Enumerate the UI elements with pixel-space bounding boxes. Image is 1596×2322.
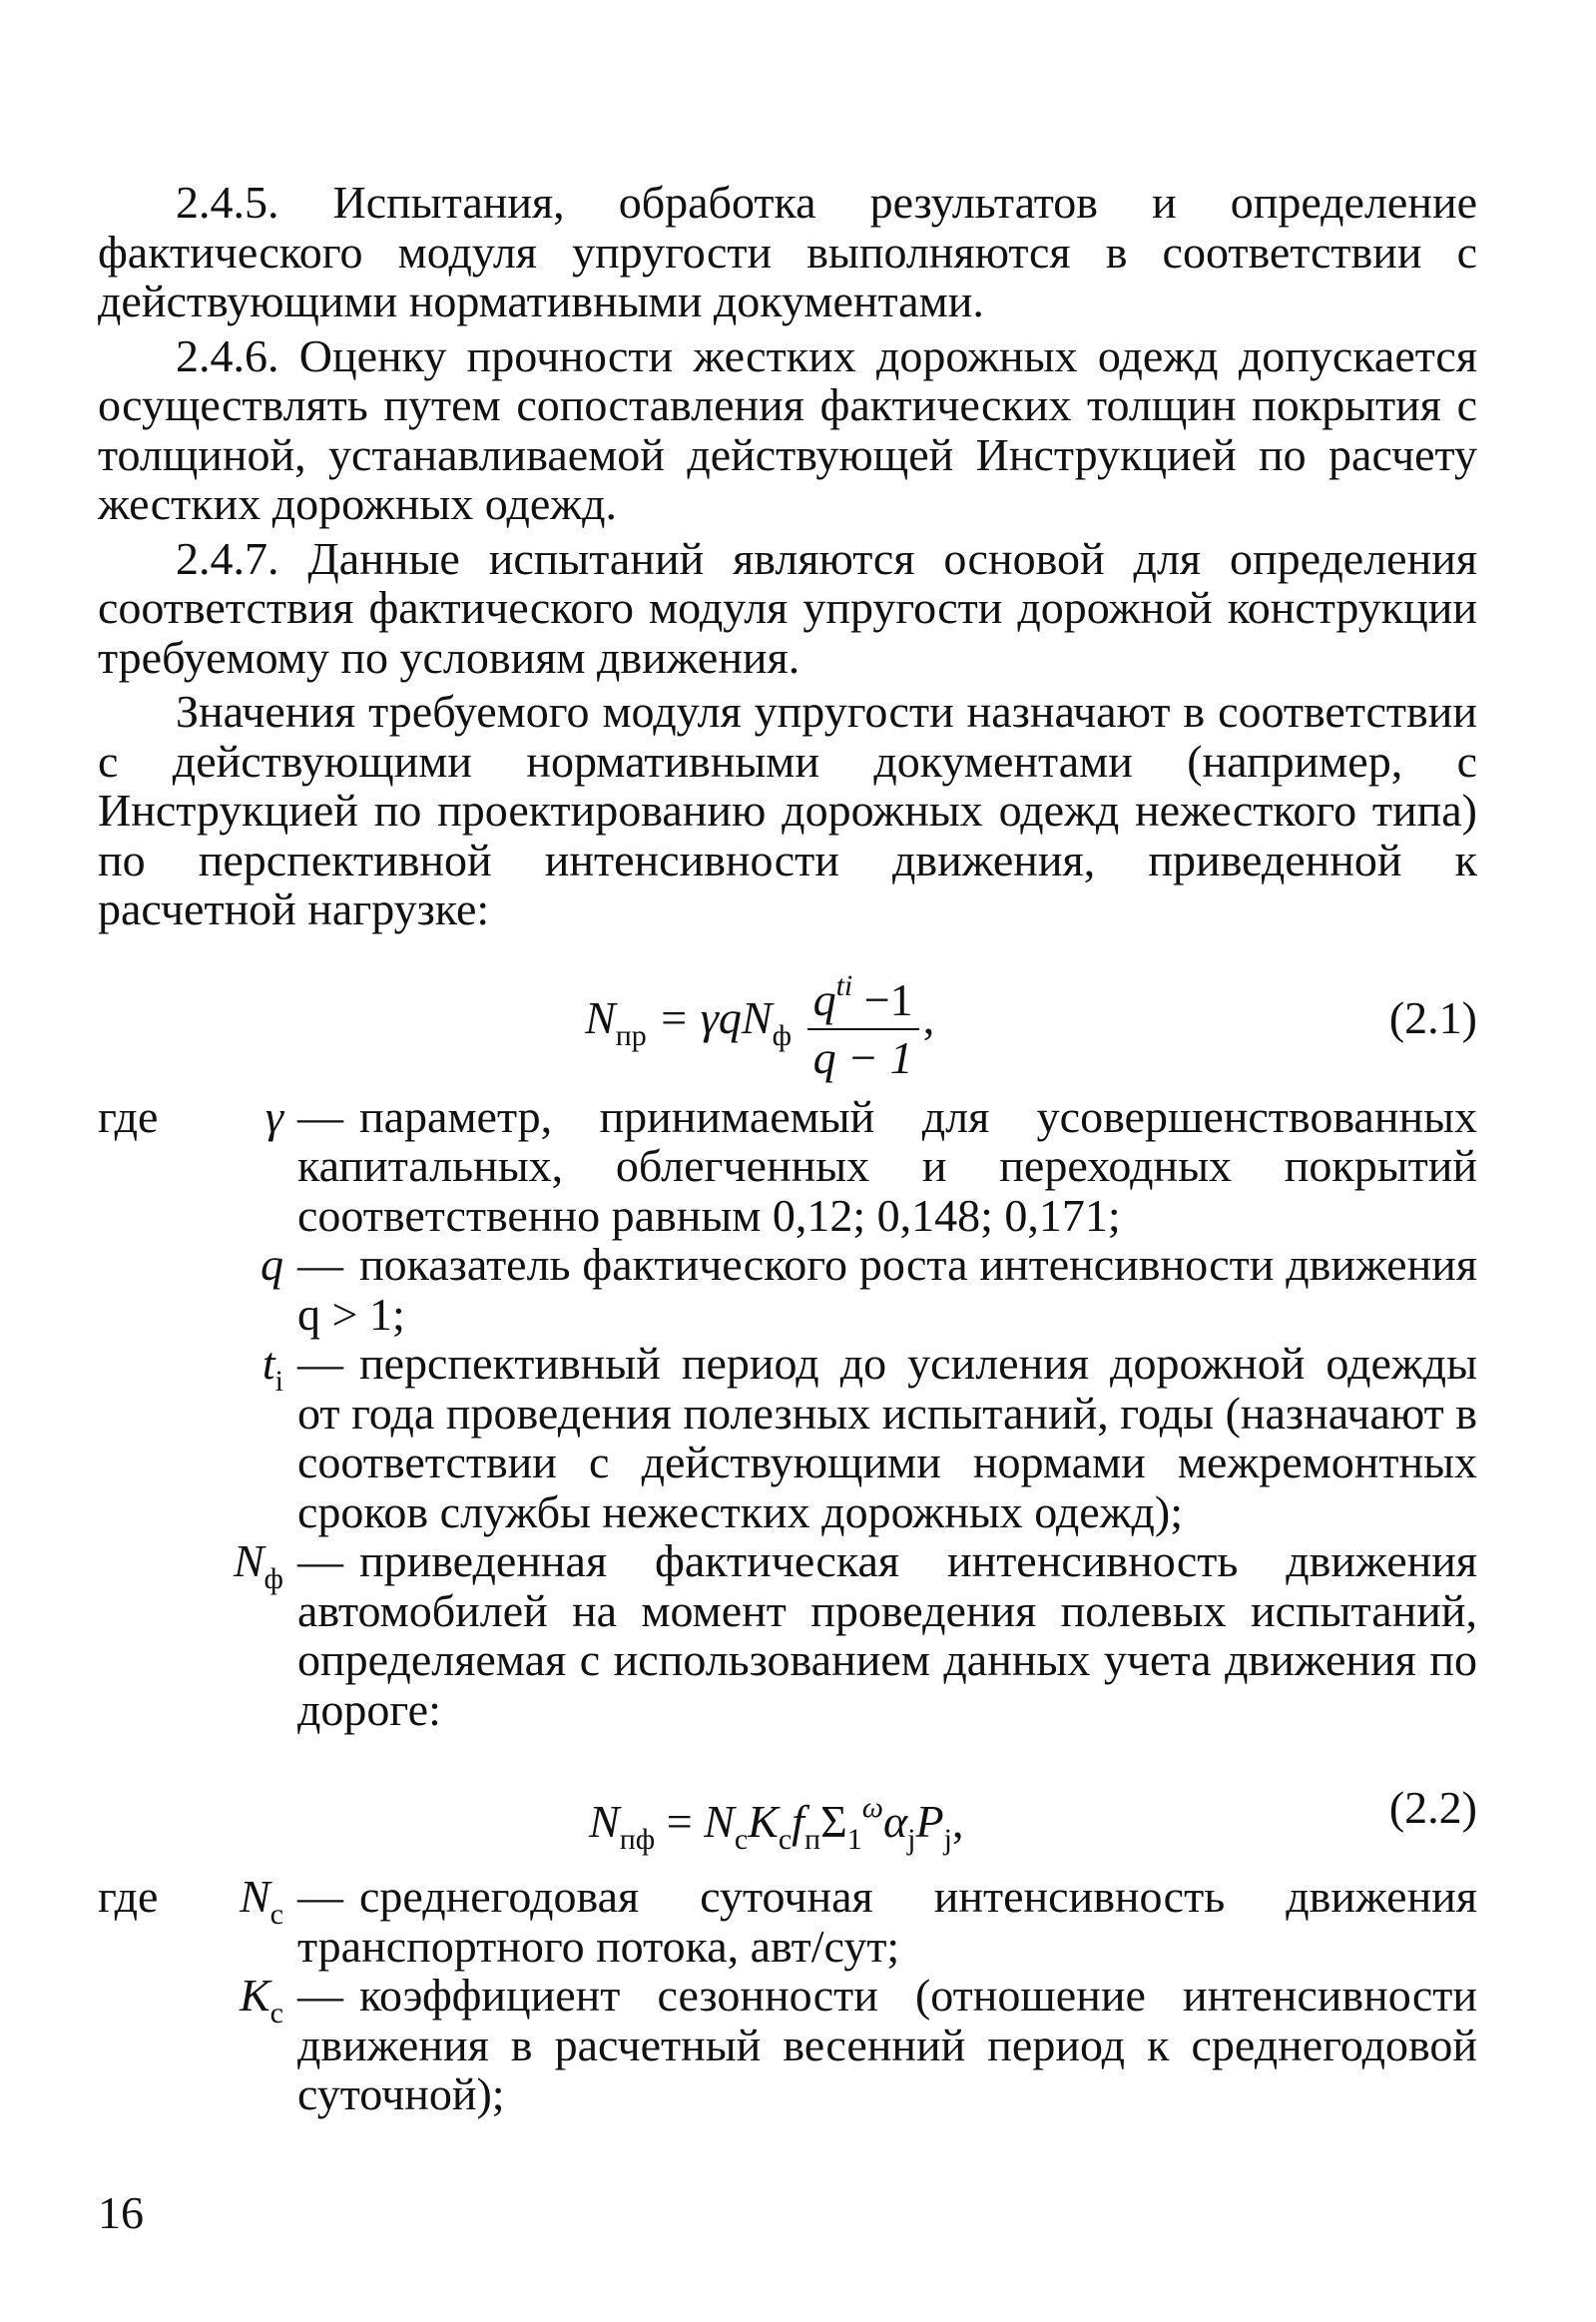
page-number: 16 [98,2187,144,2238]
formula-2-1-body: $N_{пр} = \gamma qN_ф$ $\frac{q^{ti} -1}{q - 1}$ , [585,948,934,1088]
paragraph-2-4-6: 2.4.6. Оценку прочности жестких дорожных одежд допускается осуществлять путем сопоставления фактических толщин покрытия с толщиной, устанавливаемой действующей Инструкцией по расчету жестких дорожных одежд. [98,329,1477,529]
paragraph-2-4-7: 2.4.7. Данные испытаний являются основой для определения соответствия фактического модуля упругости дорожной конструкции требуемому по условиям движения. [98,532,1477,683]
definition-n-c: где $N_с$ — среднегодовая суточная интенсивность движения транспортного потока, авт/сут; [98,1871,1477,1972]
formula-2-1-rhs: = γqN [658,991,773,1043]
formula-2-1-lhs: N [585,991,616,1043]
definitions-formula-2-1 [98,1092,1477,1735]
definition-k-c: $K_с$ — коэффициент сезонности (отношение интенсивности движения в расчетный весенний период к среднегодовой суточной); [239,1970,1477,2119]
definition-t-i: $t_i$ — перспективный период до усиления дорожной одежды от года проведения полезных испытаний, годы (назначают в соответствии с действующими нормами межремонтных сроков службы нежестких дорожных одежд); [262,1338,1477,1537]
formula-2-1 [98,948,1477,1088]
formula-2-2 [98,1748,1477,1868]
formula-2-1-fraction: $\frac{q^{ti} -1}{q - 1}$ [807,960,919,1084]
definition-n-f: $N_ф$ — приведенная фактическая интенсивность движения автомобилей на момент проведения полевых испытаний, определяемая с использованием данных учета движения по дороге: [233,1535,1477,1735]
definition-gamma: где γ — параметр, принимаемый для усовершенствованных капитальных, облегченных и переходных покрытий соответственно равным 0,12; 0,148; 0,171; [98,1090,1477,1241]
body-text [98,178,1477,2119]
equation-number-2-2: (2.2) [1388,1782,1477,1833]
definition-q: q — показатель фактического роста интенсивности движения q > 1; [261,1239,1477,1340]
equation-number-2-1: (2.1) [1388,991,1477,1043]
definitions-formula-2-2 [98,1872,1477,2119]
paragraph-2-4-5: 2.4.5. Испытания, обработка результатов и определение фактического модуля упругости выполняются в соответствии с действующими нормативными документами. [98,177,1477,326]
formula-2-2-body: $N_{пф} = N_сK_сf_п\Sigma_1^\omega\alpha_jP_j$, [589,1791,964,1856]
paragraph-required-modulus: Значения требуемого модуля упругости назначают в соответствии с действующими нормативными документами (например, с Инструкцией по проектированию дорожных одежд нежесткого типа) по перспективной интенсивности движения, приведенной к расчетной нагрузке: [98,686,1477,934]
